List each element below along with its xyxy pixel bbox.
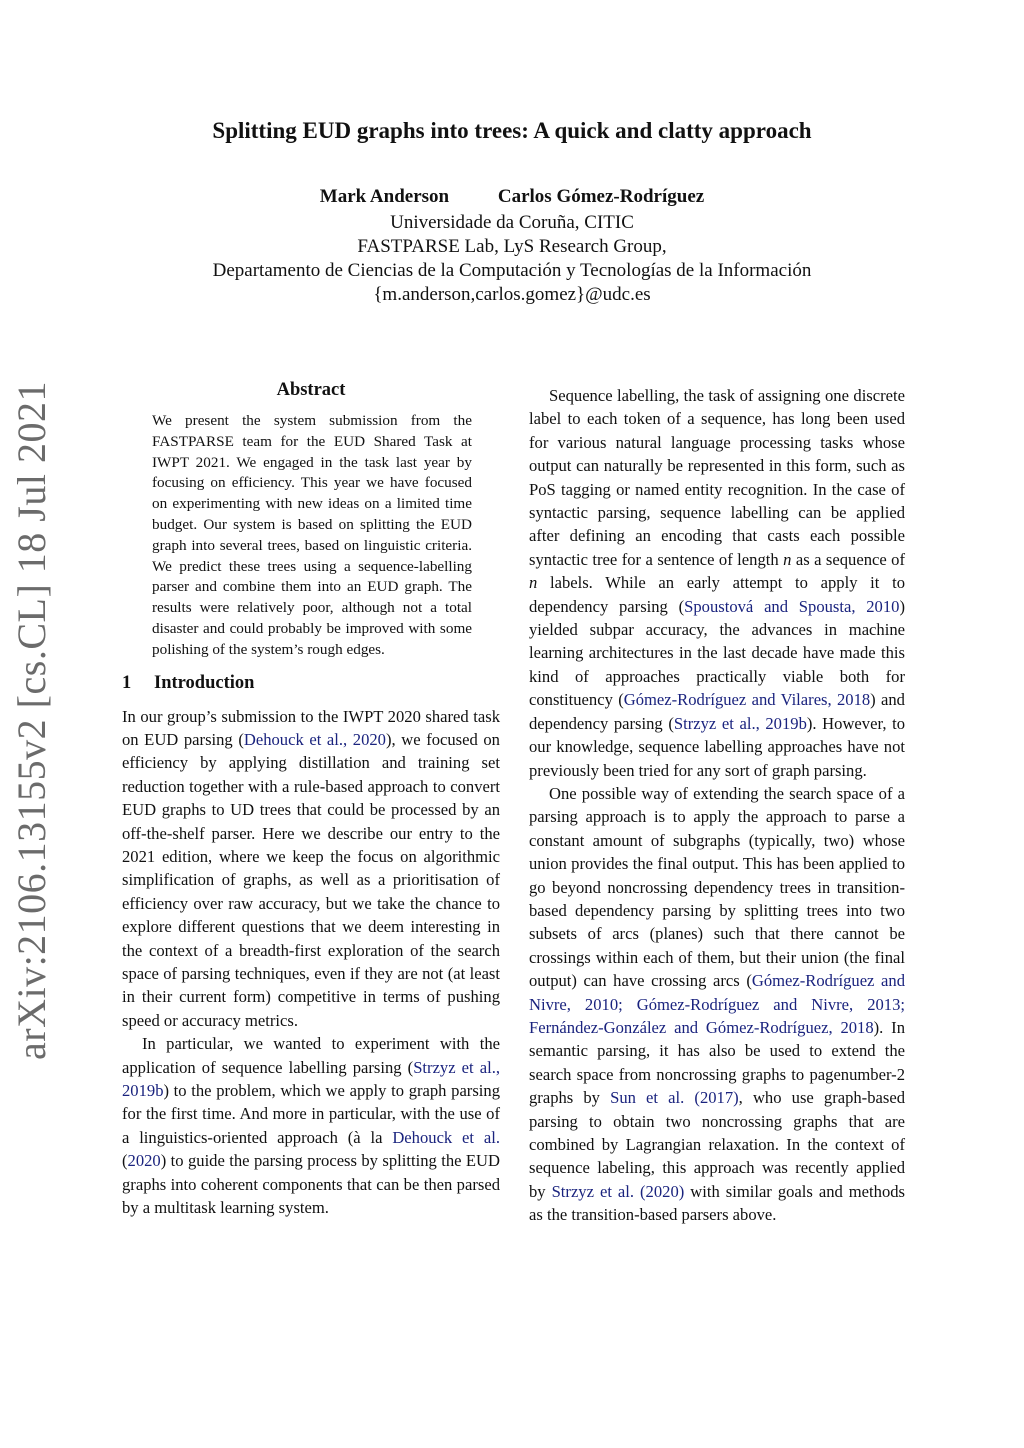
paragraph: In particular, we wanted to experiment with the application of sequence labelling parsing (Strzyz et al., 2019b) to the problem, which we apply to graph parsing for the first time. And more in particular, with the use of a linguistics-oriented approach (à la Dehouck et al. (2020) to guide the parsing process by splitting the EUD graphs into coherent components that can be then parsed by a multitask learning system. (122, 1034, 501, 1218)
citation-link[interactable]: Dehouck et al. (392, 1127, 500, 1147)
author-name: Carlos Gómez-Rodríguez (497, 186, 705, 207)
author-name: Mark Anderson (319, 186, 450, 207)
citation-link[interactable]: Gómez-Rodríguez and Vilares, 2018 (623, 690, 871, 710)
author-list (0, 186, 1024, 208)
citation-link[interactable]: Gómez-Rodríguez and Nivre, 2010; Gómez-Rodríguez and Nivre, 2013; Fernández-González and Gómez-Rodríguez, 2018 (529, 971, 905, 1037)
citation-link[interactable]: Strzyz et al. (551, 1181, 635, 1201)
section-heading (122, 673, 500, 694)
paragraph: Sequence labelling, the task of assigning one discrete label to each token of a sequence, has long been used for various natural language processing tasks whose output can naturally be represented in this form, such as PoS tagging or named entity recognition. In the case of syntactic parsing, sequence labelling can be applied after defining an encoding that casts each possible syntactic tree for a sentence of length n as a sequence of n labels. While an early attempt to apply it to dependency parsing (Spoustová and Spousta, 2010) yielded subpar accuracy, the advances in machine learning architectures in the last decade have made this kind of approaches practically viable both for constituency (Gómez-Rodríguez and Vilares, 2018) and dependency parsing (Strzyz et al., 2019b). However, to our knowledge, sequence labelling approaches have not previously been tried for any sort of graph parsing. (529, 386, 906, 780)
left-column (122, 380, 500, 1220)
citation-year-link[interactable]: (2017) (694, 1088, 739, 1108)
citation-link[interactable]: Strzyz et al., 2019b (122, 1057, 501, 1101)
right-column (529, 384, 905, 1227)
section-number: 1 (122, 672, 132, 693)
citation-link[interactable]: Strzyz et al., 2019b (673, 713, 807, 733)
abstract-text: We present the system submission from the FASTPARSE team for the EUD Shared Task at IWPT 2021. We engaged in the task last year by focusing on efficiency. This year we have focused on experimenting with new ideas on a limited time budget. Our system is based on splitting the EUD graph into several trees, based on linguistic criteria. We predict these trees using a sequence-labelling parser and combine them into an EUD graph. The results were relatively poor, although not a total disaster and could probably be improved with some polishing of the system’s rough edges. (152, 412, 472, 658)
paper-title: Splitting EUD graphs into trees: A quick and clatty approach (212, 118, 812, 143)
math-variable: n (529, 573, 538, 593)
abstract-heading: Abstract (276, 380, 346, 400)
section-title: Introduction (154, 672, 255, 693)
citation-year-link[interactable]: (2020) (640, 1181, 685, 1201)
affiliation-line: Universidade da Coruña, CITIC (390, 212, 634, 233)
affiliation-line: FASTPARSE Lab, LyS Research Group, (357, 236, 667, 257)
citation-year-link[interactable]: 2020 (127, 1151, 161, 1171)
author-emails: {m.anderson,carlos.gomez}@udc.es (373, 284, 651, 305)
citation-link[interactable]: Spoustová and Spousta, 2010 (684, 596, 900, 616)
paragraph: In our group’s submission to the IWPT 2020 shared task on EUD parsing (Dehouck et al., 2020), we focused on efficiency by applying distillation and training set reduction together with a rule-based approach to convert EUD graphs to UD trees that could be processed by an off-the-shelf parser. Here we describe our entry to the 2021 edition, where we keep the focus on algorithmic simplification of graphs, as well as a prioritisation of efficiency over raw accuracy, but we take the chance to explore different questions that we deem interesting in the context of a breadth-first exploration of the search space of parsing techniques, even if they are not (at least in their current form) competitive in terms of pushing speed or accuracy metrics. (122, 706, 500, 1030)
math-variable: n (783, 549, 792, 569)
citation-link[interactable]: Sun et al. (610, 1088, 685, 1108)
paragraph: One possible way of extending the search space of a parsing approach is to apply the approach to parse a constant amount of subgraphs (typically, two) whose union provides the final output. This has been applied to go beyond noncrossing dependency trees in transition-based dependency parsing by splitting trees into two subsets of arcs (planes) such that there cannot be crossings within each of them, but their union (the final output) can have crossing arcs (Gómez-Rodríguez and Nivre, 2010; Gómez-Rodríguez and Nivre, 2013; Fernández-González and Gómez-Rodríguez, 2018). In semantic parsing, it has also be used to extend the search space from noncrossing graphs to pagenumber-2 graphs by Sun et al. (2017), who use graph-based parsing to obtain two noncrossing graphs that are combined by Lagrangian relaxation. In the context of sequence labeling, this approach was recently applied by Strzyz et al. (2020) with similar goals and methods as the transition-based parsers above. (529, 783, 905, 1225)
affiliation-line: Departamento de Ciencias de la Computación y Tecnologías de la Información (212, 260, 812, 281)
arxiv-identifier: arXiv:2106.13155v2 [cs.CL] 18 Jul 2021 (9, 381, 54, 1060)
citation-link[interactable]: Dehouck et al., 2020 (243, 729, 386, 749)
